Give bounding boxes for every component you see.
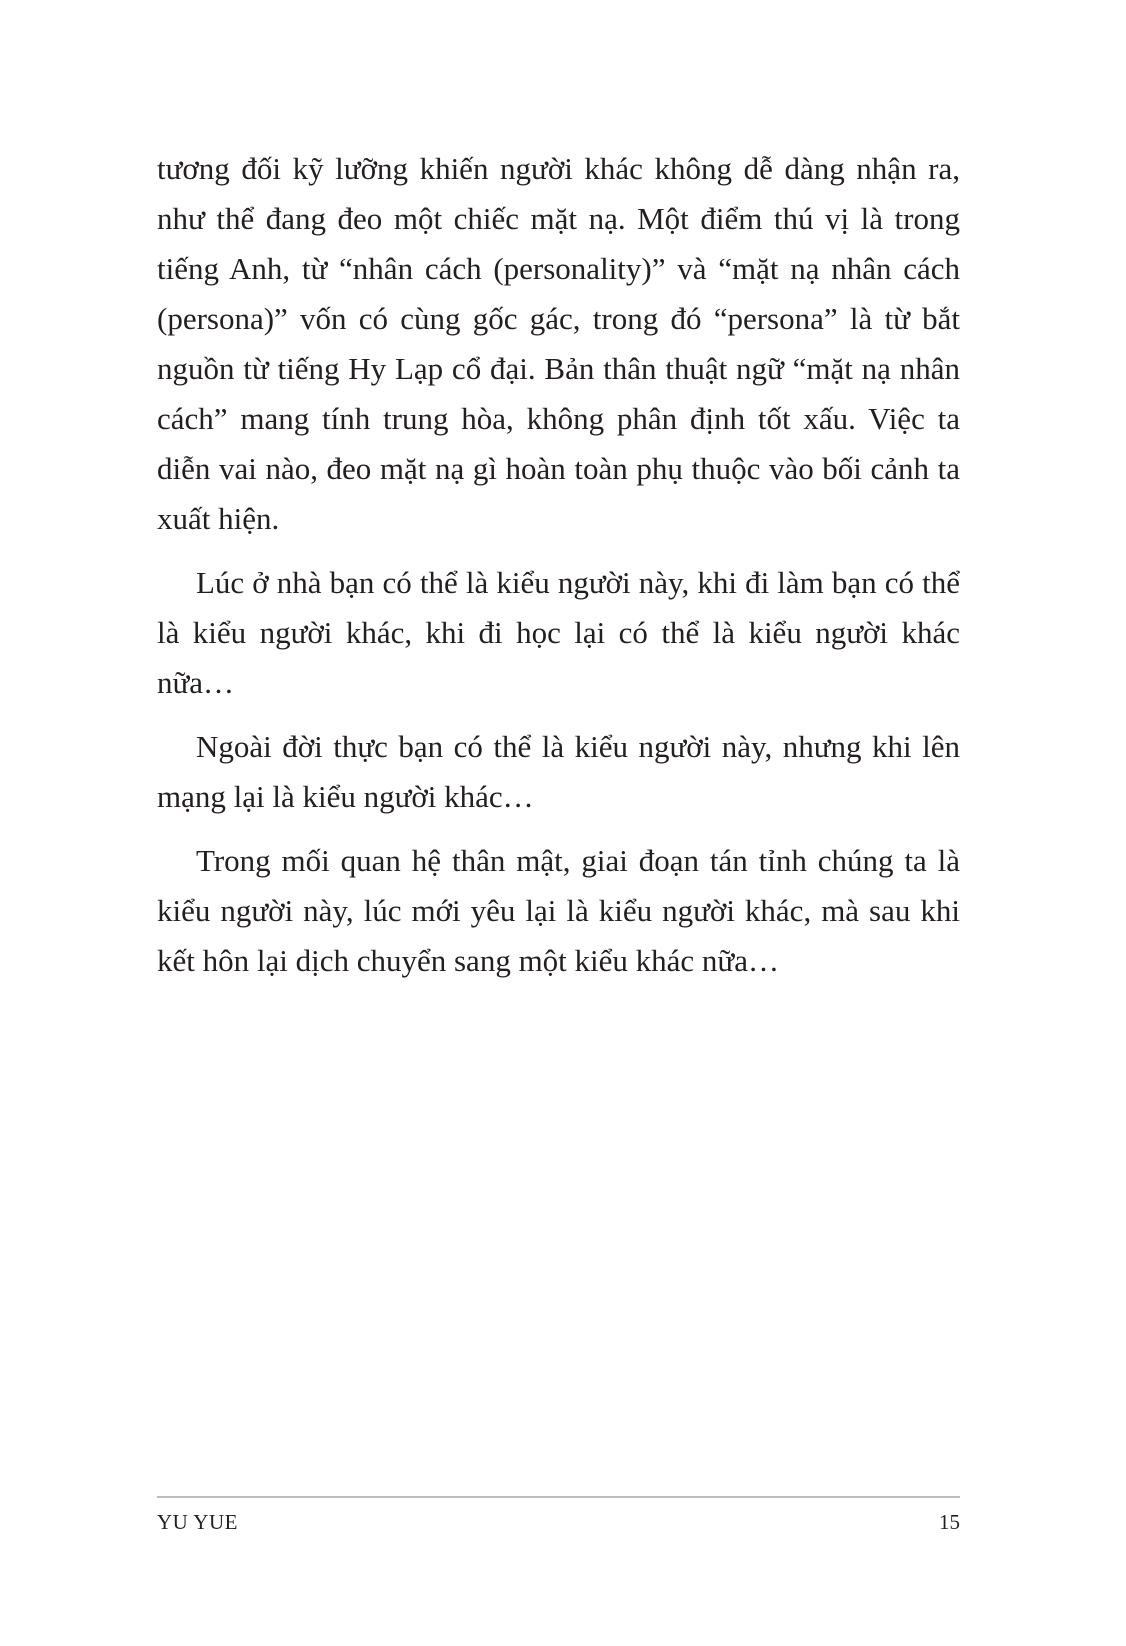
footer-divider	[157, 1496, 960, 1498]
paragraph-4: Trong mối quan hệ thân mật, giai đoạn tán tỉnh chúng ta là kiểu người này, lúc mới yêu lại là kiểu người khác, mà sau khi kết hôn lại dịch chuyển sang một kiểu khác nữa…	[157, 843, 960, 978]
body-text	[157, 144, 960, 1000]
paragraph-1: tương đối kỹ lưỡng khiến người khác không dễ dàng nhận ra, như thể đang đeo một chiếc mặt nạ. Một điểm thú vị là trong tiếng Anh, từ “nhân cách (personality)” và “mặt nạ nhân cách (persona)” vốn có cùng gốc gác, trong đó “persona” là từ bắt nguồn từ tiếng Hy Lạp cổ đại. Bản thân thuật ngữ “mặt nạ nhân cách” mang tính trung hòa, không phân định tốt xấu. Việc ta diễn vai nào, đeo mặt nạ gì hoàn toàn phụ thuộc vào bối cảnh ta xuất hiện.	[157, 151, 960, 536]
paragraph-3: Ngoài đời thực bạn có thể là kiểu người này, nhưng khi lên mạng lại là kiểu người khác…	[157, 729, 960, 814]
footer-author: YU YUE	[157, 1510, 238, 1534]
page-number: 15	[939, 1510, 960, 1534]
paragraph-2: Lúc ở nhà bạn có thể là kiểu người này, khi đi làm bạn có thể là kiểu người khác, khi đi học lại có thể là kiểu người khác nữa…	[157, 565, 960, 700]
